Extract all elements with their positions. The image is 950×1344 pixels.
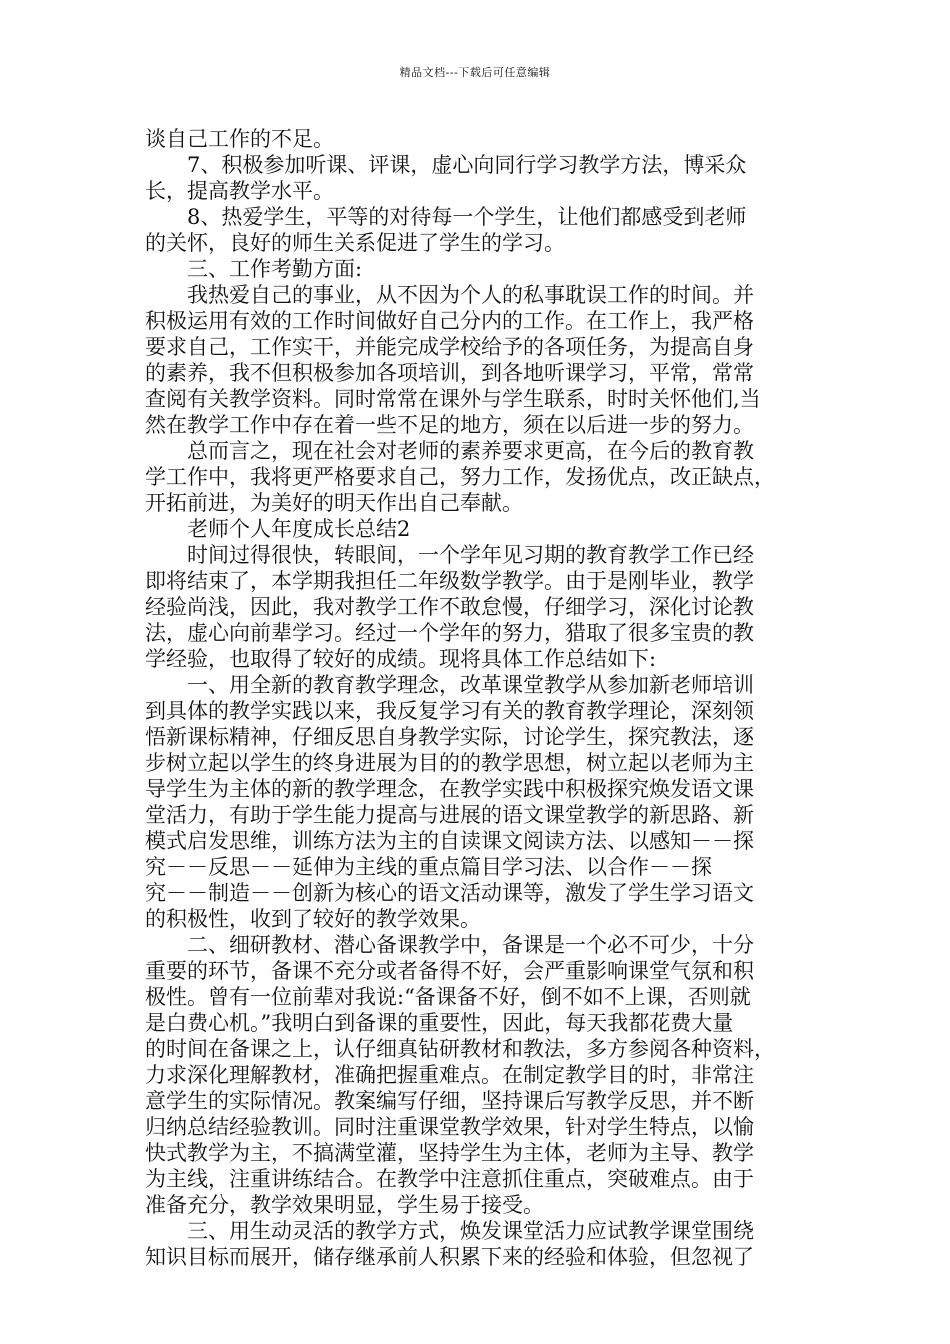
text-line: 三、用生动灵活的教学方式，焕发课堂活力应试教学课堂围绕 — [145, 1219, 754, 1243]
text-line: 步树立起以学生的终身进展为目的的教学思想，树立起以老师为主 — [145, 751, 754, 775]
section-title: 老师个人年度成长总结2 — [145, 517, 411, 541]
text-line: 时间过得很快，转眼间，一个学年见习期的教育教学工作已经 — [145, 543, 754, 567]
text-line: 一、用全新的教育教学理念，改革课堂教学从参加新老师培训 — [145, 673, 754, 697]
text-line: 堂活力，有助于学生能力提高与进展的语文课堂教学的新思路、新 — [145, 803, 754, 827]
text-line: 谈自己工作的不足。 — [145, 127, 334, 151]
text-line: 知识目标而展开，储存继承前人积累下来的经验和体验，但忽视了 — [145, 1245, 754, 1269]
text-line: 学经验，也取得了较好的成绩。现将具体工作总结如下: — [145, 647, 657, 671]
text-line: 究－－反思－－延伸为主线的重点篇目学习法、以合作－－探 — [145, 855, 712, 879]
text-line: 是白费心机。”我明白到备课的重要性，因此，每天我都花费大量 — [145, 1011, 734, 1035]
text-line: 究－－制造－－创新为核心的语文活动课等，激发了学生学习语文 — [145, 881, 754, 905]
text-line: 意学生的实际情况。教案编写仔细，坚持课后写教学反思，并不断 — [145, 1089, 754, 1113]
text-line: 我热爱自己的事业，从不因为个人的私事耽误工作的时间。并 — [145, 283, 754, 307]
text-line: 要求自己，工作实干，并能完成学校给予的各项任务，为提高自身 — [145, 335, 754, 359]
text-line: 总而言之，现在社会对老师的素养要求更高，在今后的教育教 — [145, 439, 754, 463]
text-line: 法，虚心向前辈学习。经过一个学年的努力，猎取了很多宝贵的教 — [145, 621, 754, 645]
text-line: 学工作中，我将更严格要求自己，努力工作，发扬优点，改正缺点， — [145, 465, 775, 489]
text-line: 导学生为主体的新的教学理念，在教学实践中积极探究焕发语文课 — [145, 777, 754, 801]
text-line: 二、细研教材、潜心备课教学中，备课是一个必不可少，十分 — [145, 933, 754, 957]
text-line: 7、积极参加听课、评课，虚心向同行学习教学方法，博采众 — [145, 153, 747, 177]
text-line: 准备充分，教学效果明显，学生易于接受。 — [145, 1193, 544, 1217]
text-line: 然在教学工作中存在着一些不足的地方，须在以后进一步的努力。 — [145, 413, 754, 437]
text-line: 模式启发思维，训练方法为主的自读课文阅读方法、以感知－－探 — [145, 829, 754, 853]
section-heading: 三、工作考勤方面: — [145, 257, 363, 281]
text-line: 的积极性，收到了较好的教学效果。 — [145, 907, 481, 931]
text-line: 即将结束了，本学期我担任二年级数学教学。由于是刚毕业，教学 — [145, 569, 754, 593]
text-line: 查阅有关教学资料。同时常常在课外与学生联系，时时关怀他们,当 — [145, 387, 761, 411]
text-line: 悟新课标精神，仔细反思自身教学实际，讨论学生，探究教法，逐 — [145, 725, 754, 749]
text-line: 力求深化理解教材，准确把握重难点。在制定教学目的时，非常注 — [145, 1063, 754, 1087]
text-line: 到具体的教学实践以来，我反复学习有关的教育教学理论，深刻领 — [145, 699, 754, 723]
text-line: 的关怀，良好的师生关系促进了学生的学习。 — [145, 231, 565, 255]
page-header: 精品文档---下载后可任意编辑 — [399, 66, 551, 79]
text-line: 极性。曾有一位前辈对我说:“备课备不好，倒不如不上课，否则就 — [145, 985, 751, 1009]
text-line: 8、热爱学生，平等的对待每一个学生，让他们都感受到老师 — [145, 205, 747, 229]
text-line: 的素养，我不但积极参加各项培训，到各地听课学习，平常，常常 — [145, 361, 754, 385]
text-line: 快式教学为主，不搞满堂灌，坚持学生为主体，老师为主导、教学 — [145, 1141, 754, 1165]
text-line: 为主线，注重讲练结合。在教学中注意抓住重点，突破难点。由于 — [145, 1167, 754, 1191]
text-line: 重要的环节，备课不充分或者备得不好，会严重影响课堂气氛和积 — [145, 959, 754, 983]
text-line: 积极运用有效的工作时间做好自己分内的工作。在工作上，我严格 — [145, 309, 754, 333]
text-line: 的时间在备课之上，认仔细真钻研教材和教法，多方参阅各种资料， — [145, 1037, 775, 1061]
text-line: 长，提高教学水平。 — [145, 179, 334, 203]
text-line: 开拓前进，为美好的明天作出自己奉献。 — [145, 491, 523, 515]
document-body — [145, 126, 815, 1270]
text-line: 归纳总结经验教训。同时注重课堂教学效果，针对学生特点，以愉 — [145, 1115, 754, 1139]
text-line: 经验尚浅，因此，我对教学工作不敢怠慢，仔细学习，深化讨论教 — [145, 595, 754, 619]
